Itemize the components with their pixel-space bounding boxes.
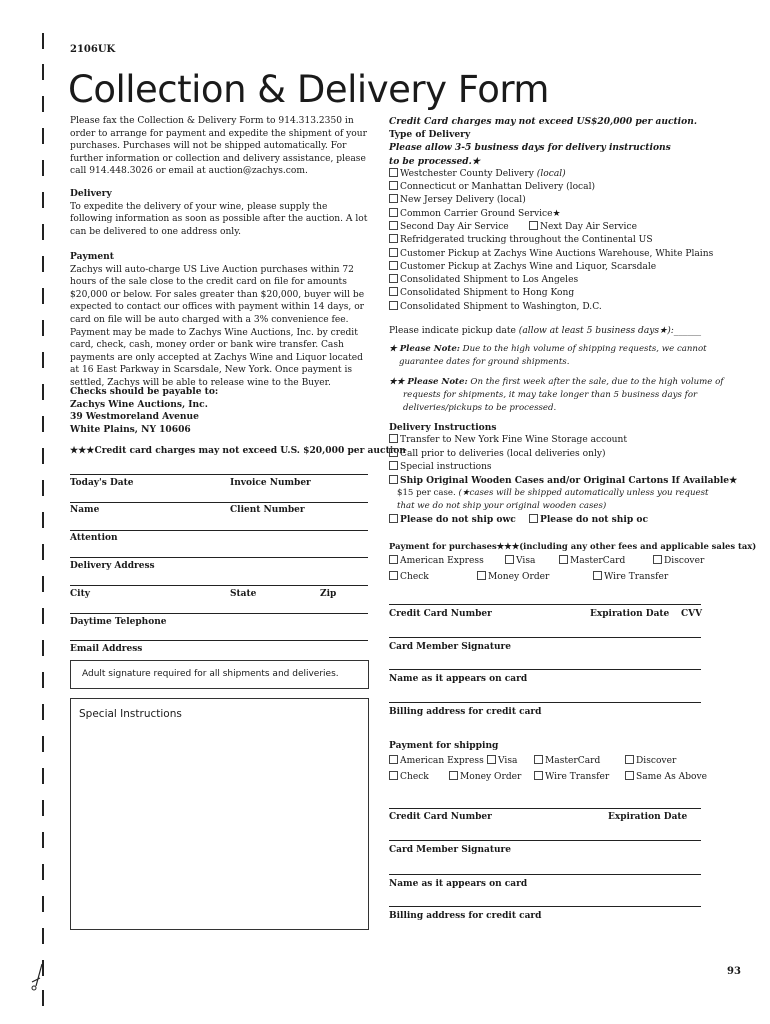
cc-number-field[interactable]	[389, 637, 701, 638]
wire-transfer-label: Wire Transfer	[545, 772, 610, 783]
delivery-option[interactable]	[389, 194, 711, 207]
delivery-option[interactable]	[389, 168, 711, 181]
margin-mark	[42, 256, 44, 272]
checkbox[interactable]	[389, 234, 398, 243]
discover-option[interactable]	[653, 555, 704, 568]
visa-label: Visa	[516, 556, 536, 566]
margin-mark	[42, 704, 44, 720]
name-on-card-field[interactable]	[389, 702, 701, 703]
margin-mark	[42, 800, 44, 816]
checkbox[interactable]	[389, 287, 398, 296]
delivery-option-label: Common Carrier Ground Service★	[400, 208, 561, 219]
instruction-label: Transfer to New York Fine Wine Storage account	[400, 435, 628, 446]
checkbox[interactable]	[534, 755, 543, 764]
checkbox[interactable]	[389, 448, 398, 457]
email-address-label: Email Address	[70, 644, 143, 654]
amex-option[interactable]	[389, 755, 484, 768]
margin-mark	[42, 990, 44, 1006]
note-one-label: ★ Please Note:	[389, 344, 460, 354]
checkbox[interactable]	[389, 194, 398, 203]
checkbox[interactable]	[389, 248, 398, 257]
delivery-section	[70, 188, 370, 238]
no-owc-label: Please do not ship owc	[400, 513, 516, 525]
cc-limit-note: ★★★Credit card charges may not exceed U.S. $20,000 per auction	[70, 445, 406, 456]
owc-fee-note: (★cases will be shipped automatically unless you request that we do not ship your original wooden cases)	[397, 488, 709, 512]
margin-mark	[42, 128, 44, 144]
air-service-row	[389, 221, 711, 234]
delivery-heading: Delivery	[70, 188, 112, 199]
margin-mark	[42, 672, 44, 688]
margin-mark	[42, 608, 44, 624]
checkbox[interactable]	[389, 181, 398, 190]
city-label: City	[70, 589, 90, 599]
client-number-label: Client Number	[230, 505, 305, 515]
margin-mark	[42, 96, 44, 112]
allow-days-line: to be processed.★	[389, 155, 480, 167]
type-of-delivery-heading: Type of Delivery	[389, 129, 471, 141]
check-label: Check	[400, 572, 429, 583]
delivery-option-label: Westchester County Delivery	[400, 168, 537, 179]
checkbox[interactable]	[389, 274, 398, 283]
checkbox[interactable]	[389, 168, 398, 177]
checkbox[interactable]	[534, 771, 543, 780]
checkbox[interactable]	[529, 221, 538, 230]
margin-mark	[42, 576, 44, 592]
margin-mark	[42, 864, 44, 880]
instruction-option[interactable]	[389, 434, 711, 447]
checkbox[interactable]	[505, 555, 514, 564]
member-signature-field[interactable]	[389, 669, 701, 670]
cc-number-field[interactable]	[389, 840, 701, 841]
margin-mark	[42, 896, 44, 912]
adult-signature-box	[70, 660, 369, 689]
special-instructions-label: Special Instructions	[79, 708, 182, 720]
billing-address-label: Billing address for credit card	[389, 911, 542, 921]
margin-mark	[42, 512, 44, 528]
purchases-payment-heading: Payment for purchases★★★(including any other fees and applicable sales tax)	[389, 541, 757, 551]
margin-mark	[42, 640, 44, 656]
checkbox[interactable]	[477, 571, 486, 580]
name-label: Name	[70, 505, 100, 515]
check-label: Check	[400, 772, 429, 783]
checkbox[interactable]	[389, 221, 398, 230]
checkbox[interactable]	[389, 571, 398, 580]
checks-line: White Plains, NY 10606	[70, 423, 191, 435]
delivery-option[interactable]	[389, 261, 711, 274]
owc-fee-text: $15 per case.	[397, 488, 459, 499]
amex-label: American Express	[400, 756, 484, 766]
delivery-option-label: Consolidated Shipment to Washington, D.C.	[400, 301, 602, 312]
payment-row	[389, 755, 711, 768]
payment-row	[389, 771, 711, 784]
city-field[interactable]	[70, 613, 368, 614]
delivery-option[interactable]	[389, 234, 711, 247]
state-label: State	[230, 589, 257, 599]
delivery-address-label: Delivery Address	[70, 561, 155, 571]
delivery-option[interactable]	[389, 181, 711, 194]
delivery-address-field[interactable]	[70, 585, 368, 586]
check-option[interactable]	[389, 571, 429, 584]
delivery-option-label: Consolidated Shipment to Hong Kong	[400, 288, 575, 299]
cc-charges-heading: Credit Card charges may not exceed US$20,000 per auction.	[389, 116, 697, 127]
scissors-icon	[28, 962, 50, 992]
mastercard-label: MasterCard	[545, 756, 601, 766]
field-line	[70, 474, 368, 475]
checkbox[interactable]	[625, 771, 634, 780]
checkbox[interactable]	[389, 555, 398, 564]
instruction-option[interactable]	[389, 461, 711, 474]
expiration-date-label: Expiration Date	[590, 609, 670, 619]
payment-row	[389, 555, 711, 568]
delivery-option[interactable]	[389, 274, 711, 287]
adult-signature-notice: Adult signature required for all shipments and deliveries.	[82, 669, 339, 679]
checks-line: Zachys Wine Auctions, Inc.	[70, 398, 208, 410]
note-two-label: ★★ Please Note:	[389, 377, 468, 387]
checks-heading: Checks should be payable to:	[70, 386, 219, 397]
pickup-date-line[interactable]	[389, 325, 711, 338]
payment-row	[389, 571, 711, 584]
owc-option[interactable]	[389, 474, 738, 487]
delivery-option-label: Customer Pickup at Zachys Wine and Liquor, Scarsdale	[400, 261, 657, 272]
cvv-label: CVV	[681, 609, 703, 619]
field-line	[389, 808, 701, 809]
mastercard-label: MasterCard	[570, 556, 626, 566]
margin-mark	[42, 832, 44, 848]
owc-label: Ship Original Wooden Cases and/or Original Cartons If Available★	[400, 475, 738, 487]
margin-mark	[42, 768, 44, 784]
no-oc-option[interactable]	[529, 513, 648, 526]
checkbox[interactable]	[389, 755, 398, 764]
check-option[interactable]	[389, 771, 429, 784]
margin-mark	[42, 736, 44, 752]
next-day-option[interactable]	[529, 221, 637, 234]
note-one-text: Due to the high volume of shipping requests, we cannot guarantee dates for ground shipments.	[399, 344, 707, 367]
visa-label: Visa	[498, 756, 518, 766]
payment-section	[70, 251, 370, 390]
same-as-above-label: Same As Above	[636, 772, 708, 783]
delivery-instructions-heading: Delivery Instructions	[389, 422, 497, 433]
allow-days-line: Please allow 3-5 business days for delivery instructions	[389, 142, 671, 154]
no-owc-option[interactable]	[389, 513, 516, 526]
delivery-option-label: Customer Pickup at Zachys Wine Auctions Warehouse, White Plains	[400, 248, 714, 259]
checkbox[interactable]	[389, 301, 398, 310]
checks-line: 39 Westmoreland Avenue	[70, 411, 199, 423]
checkbox[interactable]	[389, 461, 398, 470]
delivery-option[interactable]	[389, 208, 711, 221]
money-order-label: Money Order	[460, 772, 522, 783]
margin-mark	[42, 320, 44, 336]
delivery-type-section	[389, 115, 714, 314]
cc-number-label: Credit Card Number	[389, 812, 492, 822]
margin-mark	[42, 928, 44, 944]
payment-text: Zachys will auto-charge US Live Auction purchases within 72 hours of the sale close to the credit card on file for amounts $20,000 or below. For sales greater than $20,000, buyer will be expected to contact our offices with payment within 14 days, or card on file will be auto charged with a 3% convenience fee. Payment may be made to Zachys Wine Auctions, Inc. by credit card, check, cash, money order or bank wire transfer. Cash payments are only accepted at Zachys Wine and Liquor located at 16 East Parkway in Scarsdale, New York. Once payment is settled, Zachys will be able to release wine to the Buyer.	[70, 264, 365, 388]
next-day-label: Next Day Air Service	[540, 222, 637, 232]
page-number: 93	[727, 966, 741, 977]
attention-field[interactable]	[70, 557, 368, 558]
checkbox[interactable]	[559, 555, 568, 564]
visa-option[interactable]	[505, 555, 535, 568]
intro-paragraph	[70, 115, 370, 178]
instruction-option[interactable]	[389, 448, 711, 461]
checkbox[interactable]	[389, 514, 398, 523]
margin-mark	[42, 544, 44, 560]
wire-transfer-option[interactable]	[534, 771, 609, 784]
cc-number-label: Credit Card Number	[389, 609, 492, 619]
delivery-option[interactable]	[389, 287, 711, 300]
margin-mark	[42, 448, 44, 464]
note-two-text: On the first week after the sale, due to the high volume of requests for shipments, it may take longer than 5 business days for deliveries/pickups to be processed.	[403, 377, 724, 413]
checkbox[interactable]	[389, 771, 398, 780]
doc-code: 2106UK	[70, 44, 116, 55]
checkbox[interactable]	[653, 555, 662, 564]
delivery-instructions-section	[389, 421, 738, 526]
money-order-label: Money Order	[488, 572, 550, 583]
purchase-payment-methods	[389, 555, 711, 585]
margin-mark	[42, 160, 44, 176]
margin-mark	[42, 384, 44, 400]
name-field[interactable]	[70, 530, 368, 531]
invoice-number-label: Invoice Number	[230, 478, 311, 488]
member-signature-field[interactable]	[389, 874, 701, 875]
delivery-option-label: New Jersey Delivery (local)	[400, 195, 526, 206]
checkbox[interactable]	[529, 514, 538, 523]
margin-mark	[42, 224, 44, 240]
instruction-label: Call prior to deliveries (local deliveries only)	[400, 448, 606, 459]
note-one	[389, 343, 721, 369]
shipping-payment-heading: Payment for shipping	[389, 740, 499, 751]
checkbox[interactable]	[389, 261, 398, 270]
margin-mark	[42, 192, 44, 208]
second-day-label: Second Day Air Service	[400, 222, 509, 232]
zip-label: Zip	[320, 589, 337, 599]
margin-mark	[42, 64, 44, 80]
member-signature-label: Card Member Signature	[389, 845, 512, 855]
name-as-on-card-label: Name as it appears on card	[389, 879, 528, 889]
name-on-card-field[interactable]	[389, 906, 701, 907]
amex-label: American Express	[400, 556, 484, 566]
delivery-option-label: Consolidated Shipment to Los Angeles	[400, 275, 579, 286]
discover-option[interactable]	[625, 755, 676, 768]
mastercard-option[interactable]	[534, 755, 600, 768]
delivery-text: To expedite the delivery of your wine, please supply the following information as soon as possible after the auction. A lot can be delivered to one address only.	[70, 201, 368, 237]
same-as-above-option[interactable]	[625, 771, 707, 784]
todays-date-label: Today's Date	[70, 478, 134, 488]
expiration-date-label: Expiration Date	[608, 812, 688, 822]
instruction-label: Special instructions	[400, 461, 492, 472]
checkbox[interactable]	[593, 571, 602, 580]
attention-label: Attention	[70, 533, 118, 543]
checkbox[interactable]	[625, 755, 634, 764]
delivery-option-extra: (local)	[536, 168, 566, 179]
wire-transfer-label: Wire Transfer	[604, 572, 669, 583]
note-two	[389, 376, 725, 415]
wire-transfer-option[interactable]	[593, 571, 668, 584]
margin-mark	[42, 480, 44, 496]
margin-mark	[42, 416, 44, 432]
checkbox[interactable]	[389, 434, 398, 443]
page-title: Collection & Delivery Form	[68, 68, 549, 111]
delivery-option-label: Connecticut or Manhattan Delivery (local)	[400, 182, 596, 193]
payment-heading: Payment	[70, 251, 114, 262]
mastercard-option[interactable]	[559, 555, 625, 568]
delivery-option[interactable]	[389, 248, 714, 261]
daytime-telephone-label: Daytime Telephone	[70, 617, 167, 627]
no-ship-row	[389, 513, 711, 526]
intro-text: Please fax the Collection & Delivery Form to 914.313.2350 in order to arrange for payment and expedite the shipment of your purchases. Purchases will not be shipped automatically. For further information or collection and delivery assistance, please call 914.448.3026 or email at auction@zachys.com.	[70, 116, 367, 177]
pickup-date-hint: (allow at least 5 business days★):______	[518, 326, 702, 336]
shipping-payment-methods	[389, 755, 711, 785]
margin-mark	[42, 288, 44, 304]
field-line	[389, 604, 701, 605]
margin-mark	[42, 352, 44, 368]
money-order-option[interactable]	[449, 771, 521, 784]
money-order-option[interactable]	[477, 571, 549, 584]
no-oc-label: Please do not ship oc	[540, 513, 648, 525]
checkbox[interactable]	[449, 771, 458, 780]
special-instructions-box[interactable]	[70, 698, 369, 930]
name-as-on-card-label: Name as it appears on card	[389, 674, 528, 684]
pickup-date-label: Please indicate pickup date	[389, 326, 519, 336]
checks-section	[70, 386, 370, 436]
owc-fee	[389, 487, 711, 513]
delivery-option[interactable]	[389, 301, 711, 314]
checkbox[interactable]	[389, 208, 398, 217]
delivery-option-label: Refridgerated trucking throughout the Continental US	[400, 235, 653, 246]
discover-label: Discover	[636, 756, 677, 766]
billing-address-label: Billing address for credit card	[389, 707, 542, 717]
visa-option[interactable]	[487, 755, 517, 768]
checkbox[interactable]	[389, 475, 398, 484]
amex-option[interactable]	[389, 555, 484, 568]
checkbox[interactable]	[487, 755, 496, 764]
telephone-field[interactable]	[70, 640, 368, 641]
margin-mark	[42, 33, 44, 49]
second-day-option[interactable]	[389, 221, 509, 234]
todays-date-field[interactable]	[70, 502, 368, 503]
member-signature-label: Card Member Signature	[389, 642, 512, 652]
discover-label: Discover	[664, 556, 705, 566]
